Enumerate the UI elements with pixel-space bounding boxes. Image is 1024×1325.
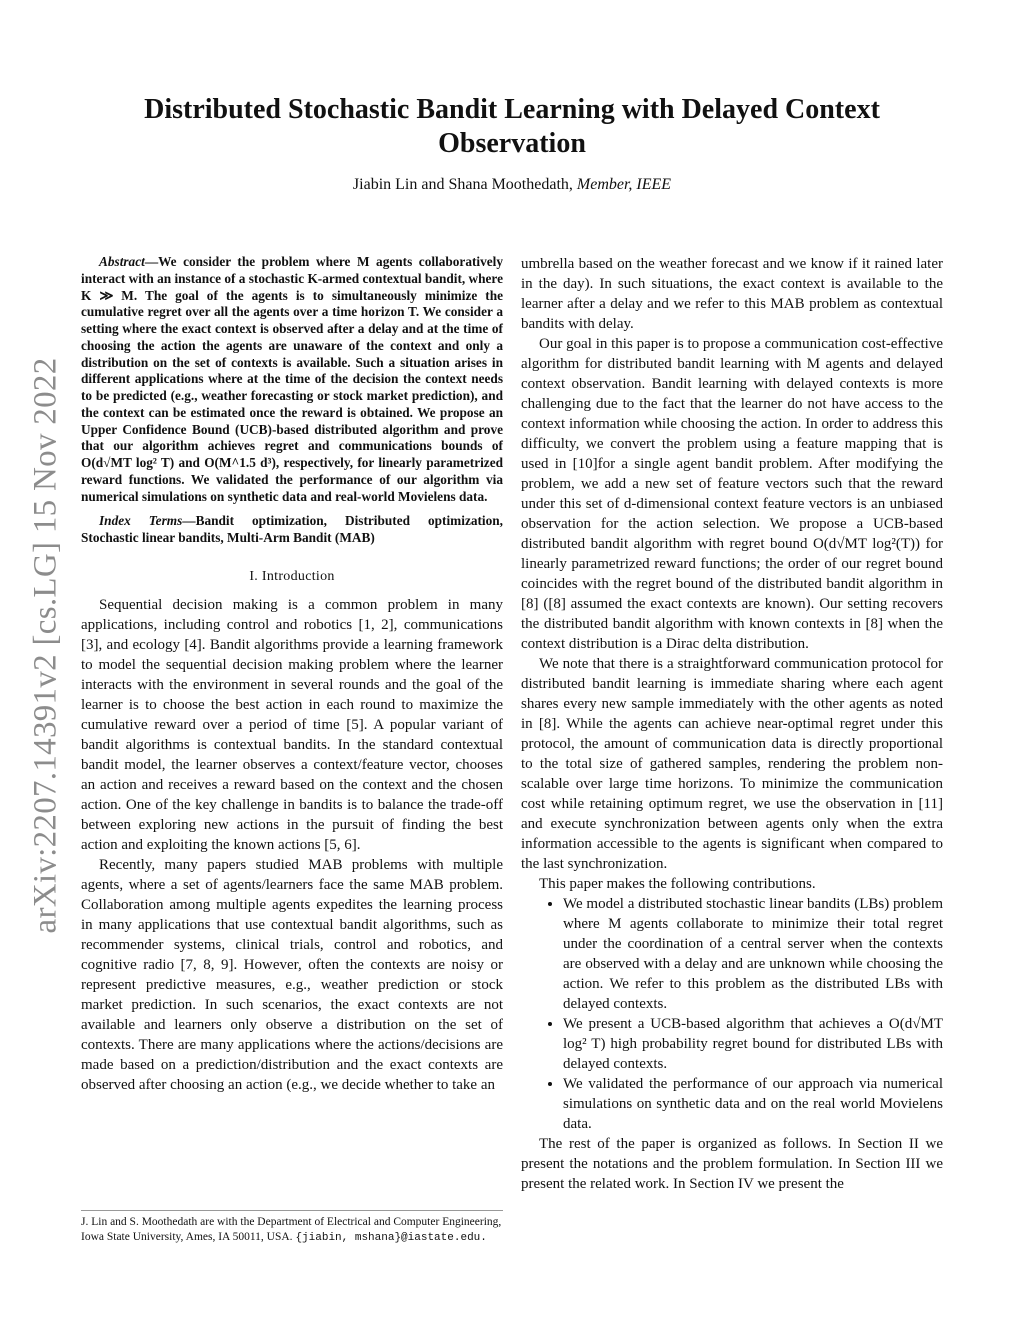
index-terms-label: Index Terms <box>99 513 183 529</box>
right-paragraph-5: The rest of the paper is organized as follows. In Section II we present the notations and the problem formulation. In Section III we present the related work. In Section IV we present the <box>521 1136 943 1192</box>
index-terms <box>81 513 503 547</box>
paper-title: Distributed Stochastic Bandit Learning with Delayed Context Observation <box>144 94 880 159</box>
affiliation-footnote <box>81 1210 503 1246</box>
footnote-email: {jiabin, mshana}@iastate.edu. <box>295 1232 487 1244</box>
contribution-item: • We validated the performance of our approach via numerical simulations on synthetic data and on the real world Movielens data. <box>563 1074 943 1134</box>
right-paragraph-4: This paper makes the following contributions. <box>539 876 816 892</box>
intro-paragraph-1: Sequential decision making is a common problem in many applications, including control and robotics [1, 2], communications [3], and ecology [4]. Bandit algorithms provide a learning framework to model the sequential decision making problem where the learner interacts with the environment in several rounds and the goal of the learner is to choose the best action in each round to maximize the cumulative reward over a period of time [5]. A popular variant of bandit algorithms is contextual bandits. In the standard contextual bandit model, the learner observes a context/feature vector, chooses an action and receives a reward based on the context and the chosen action. One of the key challenge in bandits is to balance the trade-off between exploring new actions in the pursuit of finding the best action and exploiting the known actions [5, 6]. <box>81 596 503 853</box>
footnote-text: J. Lin and S. Moothedath are with the Department of Electrical and Computer Engineering, Iowa State University, Ames, IA 50011, USA. <box>81 1216 502 1243</box>
contribution-item: • We present a UCB-based algorithm that achieves a O(d√MT log² T) high probability regret bound for distributed LBs with delayed contexts. <box>563 1014 943 1074</box>
right-paragraph-1: umbrella based on the weather forecast and we know if it rained later in the day). In such situations, the exact context is available to the learner after a delay and we refer to this MAB problem as contextual bandits with delay. <box>521 256 943 332</box>
intro-paragraph-2: Recently, many papers studied MAB problems with multiple agents, where a set of agents/learners face the same MAB problem. Collaboration among multiple agents expedites the learning process in many applications that use contextual bandit algorithms, such as recommender systems, clinical trials, control and robotics, and cognitive radio [7, 8, 9]. However, often the contexts are noisy or represent predictive measures, e.g., weather prediction or stock market prediction. In such scenarios, the exact contexts are not available and learners only observe a distribution on the set of contexts. There are many applications where the actions/decisions are made based on a prediction/distribution and the exact contexts are observed after choosing an action (e.g., we decide whether to take an <box>81 856 503 1093</box>
author-role: Member, IEEE <box>576 176 672 193</box>
abstract-text: —We consider the problem where M agents collaboratively interact with an instance of a stochastic K-armed contextual bandit, where K ≫ M. The goal of the agents is to simultaneously minimize the cumulative regret over all the agents over a time horizon T. We consider a setting where the exact context is observed after a delay and at the time of choosing the action the agents are unaware of the context and only a distribution on the set of contexts is available. Such a situation arises in different applications where at the time of the decision the context needs to be predicted (e.g., weather forecasting or stock market prediction), and the context can be estimated once the reward is obtained. We propose an Upper Confidence Bound (UCB)-based distributed algorithm and prove that our algorithm achieves regret and communications bounds of O(d√MT log² T) and O(M^1.5 d³), respectively, for linearly parametrized reward functions. We validated the performance of our algorithm via numerical simulations on synthetic data and real-world Movielens data. <box>81 254 503 504</box>
abstract <box>81 254 503 505</box>
left-column <box>81 254 503 1095</box>
index-terms-text: —Bandit optimization, Distributed optimization, Stochastic linear bandits, Multi-Arm Bandit (MAB) <box>81 513 503 545</box>
contributions-list <box>521 894 943 1134</box>
right-paragraph-3: We note that there is a straightforward communication protocol for distributed bandit learning is immediate sharing where each agent shares every new sample immediately with the other agents as noted in [8]. While the agents can achieve near-optimal regret under this protocol, the amount of communication data is directly proportional to the total size of gathered samples, rendering the problem non-scalable over large time horizons. To minimize the communication cost while retaining optimum regret, we use the observation in [11] and execute synchronization between agents only when the extra information accessible to the agents is significant when compared to the last synchronization. <box>521 656 943 872</box>
right-paragraph-2: Our goal in this paper is to propose a communication cost-effective algorithm for distributed bandit learning with M agents and delayed context observation. Bandit learning with delayed contexts is more challenging due to the fact that the learner do not have access to the context information while choosing the action. In order to address this difficulty, we convert the problem using a feature mapping that is used in [10]for a single agent bandit problem. After modifying the problem, we add a new set of feature vectors such that the reward under this set of d-dimensional context feature vectors is an unbiased observation for the action selection. We propose a UCB-based distributed bandit algorithm with regret bound O(d√MT log²(T)) for linearly parametrized reward functions; the order of our regret bound coincides with the regret bound of the distributed bandit algorithm in [8] ([8] assumed the exact contexts are known). Our setting recovers the distributed bandit algorithm with known contexts in [8] when the context distribution is a Dirac delta distribution. <box>521 336 943 652</box>
contribution-item: • We model a distributed stochastic linear bandits (LBs) problem where M agents collaborate to minimize their total regret under the coordination of a central server when the contexts are observed with a delay and are unknown while choosing the action. We refer to this problem as the distributed LBs with delayed contexts. <box>563 894 943 1014</box>
right-column <box>521 254 943 1194</box>
section-heading-introduction: I. Introduction <box>249 568 335 584</box>
author-names: Jiabin Lin and Shana Moothedath, <box>352 176 573 193</box>
arxiv-stamp <box>22 340 70 950</box>
abstract-label: Abstract <box>99 254 145 269</box>
arxiv-stamp-text: arXiv:2207.14391v2 [cs.LG] 15 Nov 2022 <box>27 357 64 933</box>
paper-authors <box>100 176 924 194</box>
